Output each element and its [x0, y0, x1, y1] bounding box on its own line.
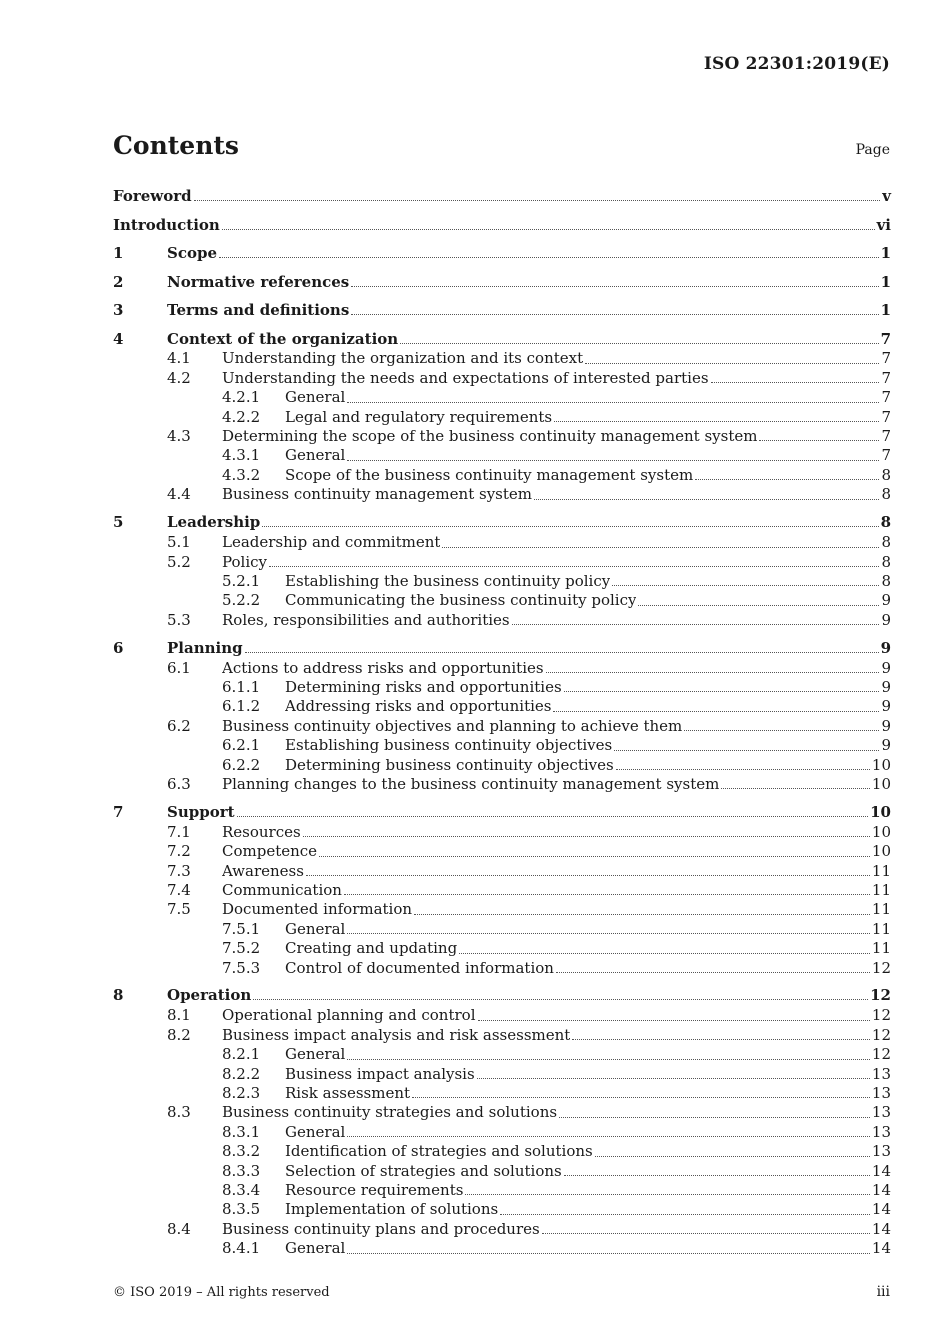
toc-entry[interactable] — [113, 466, 891, 485]
toc-entry-number: 4 — [113, 329, 124, 348]
copyright-notice: © ISO 2019 – All rights reserved — [113, 1285, 330, 1300]
toc-entry[interactable] — [113, 697, 891, 716]
toc-entry-page: 9 — [881, 658, 891, 677]
toc-entry[interactable] — [113, 881, 891, 900]
toc-entry-title: Planning — [167, 638, 243, 657]
toc-entry[interactable] — [113, 1026, 891, 1045]
toc-entry-page: 7 — [881, 368, 891, 387]
dot-leader — [245, 651, 879, 653]
toc-entry-page: 11 — [871, 861, 891, 880]
toc-entry-page: 11 — [871, 919, 891, 938]
toc-entry-title: Normative references — [167, 272, 350, 291]
toc-entry-title: Leadership and commitment — [222, 533, 441, 552]
toc-entry[interactable] — [113, 591, 891, 610]
dot-leader — [595, 1155, 870, 1157]
dot-leader — [347, 1252, 870, 1254]
dot-leader — [612, 584, 879, 586]
dot-leader — [262, 525, 878, 527]
dot-leader — [534, 498, 879, 500]
toc-entry-title: Scope — [167, 244, 218, 262]
toc-entry-title: Determining risks and opportunities — [285, 677, 562, 696]
toc-entry[interactable] — [113, 1239, 891, 1258]
toc-entry-title: Foreword — [113, 187, 192, 205]
dot-leader — [347, 1058, 870, 1060]
toc-entry[interactable] — [113, 823, 891, 842]
toc-entry[interactable] — [113, 533, 891, 552]
toc-entry-page: 11 — [871, 939, 891, 958]
toc-entry-title: Identification of strategies and solutions — [285, 1142, 593, 1161]
dot-leader — [347, 932, 870, 934]
toc-entry-page: 8 — [881, 533, 891, 552]
toc-entry[interactable] — [113, 185, 891, 207]
dot-leader — [269, 565, 879, 567]
dot-leader — [500, 1213, 870, 1215]
toc-entry-page: 11 — [871, 880, 891, 899]
toc-entry-title: Resources — [222, 822, 301, 841]
toc-entry-number: 7.4 — [167, 880, 191, 899]
toc-entry[interactable] — [113, 321, 891, 350]
toc-entry-number: 8.3.4 — [222, 1180, 261, 1199]
toc-entry-title: Business continuity objectives and planning to achieve them — [222, 716, 683, 735]
toc-entry-title: Scope of the business continuity management system — [285, 465, 694, 484]
dot-leader — [219, 256, 879, 258]
toc-entry-number: 4.2 — [167, 368, 191, 387]
toc-entry-number: 2 — [113, 272, 124, 291]
toc-entry-number: 4.3.2 — [222, 465, 261, 484]
toc-entry-page: 7 — [880, 329, 891, 348]
toc-entry[interactable] — [113, 1065, 891, 1084]
toc-entry[interactable] — [113, 736, 891, 755]
toc-entry[interactable] — [113, 717, 891, 736]
dot-leader — [477, 1077, 870, 1079]
toc-entry-number: 7.5.2 — [222, 939, 261, 958]
toc-entry[interactable] — [113, 1006, 891, 1025]
toc-entry-page: 13 — [871, 1103, 891, 1122]
toc-entry[interactable] — [113, 572, 891, 591]
toc-entry-page: 8 — [880, 513, 891, 532]
toc-entry-title: Business impact analysis — [285, 1064, 475, 1083]
dot-leader — [237, 815, 869, 817]
toc-entry[interactable] — [113, 959, 891, 978]
toc-entry-number: 8.3.2 — [222, 1142, 261, 1161]
toc-entry-title: General — [285, 1122, 346, 1141]
dot-leader — [222, 228, 875, 230]
dot-leader — [638, 604, 879, 606]
toc-entry-title: Awareness — [222, 861, 304, 880]
toc-entry-number: 5.1 — [167, 533, 191, 552]
dot-leader — [721, 787, 870, 789]
toc-entry-number: 7.3 — [167, 861, 191, 880]
toc-entry[interactable] — [113, 350, 891, 369]
page-number: iii — [876, 1284, 890, 1300]
toc-entry-number: 6 — [113, 638, 124, 657]
toc-entry-page: 13 — [871, 1083, 891, 1102]
toc-entry-number: 8.2.3 — [222, 1083, 261, 1102]
toc-entry[interactable] — [113, 630, 891, 659]
dot-leader — [585, 362, 879, 364]
dot-leader — [442, 546, 879, 548]
dot-leader — [344, 893, 870, 895]
toc-entry-number: 6.3 — [167, 774, 191, 793]
toc-entry-title: Risk assessment — [285, 1083, 411, 1102]
toc-entry-number: 6.1.1 — [222, 677, 261, 696]
dot-leader — [347, 401, 879, 403]
toc-entry[interactable] — [113, 1103, 891, 1122]
dot-leader — [759, 439, 879, 441]
toc-entry-page: 12 — [871, 1045, 891, 1064]
toc-entry[interactable] — [113, 1181, 891, 1200]
toc-entry-title: Context of the organization — [167, 329, 399, 348]
toc-entry[interactable] — [113, 408, 891, 427]
toc-entry-number: 8.2.2 — [222, 1064, 261, 1083]
standard-id: ISO 22301:2019(E) — [703, 54, 890, 74]
toc-entry-page: 14 — [871, 1239, 891, 1258]
dot-leader — [614, 749, 879, 751]
toc-entry-number: 4.4 — [167, 485, 191, 504]
toc-entry-page: 9 — [881, 736, 891, 755]
dot-leader — [414, 913, 870, 915]
toc-entry-number: 7.5.1 — [222, 919, 261, 938]
toc-entry-number: 8.2 — [167, 1025, 191, 1044]
toc-entry-title: Legal and regulatory requirements — [285, 407, 553, 426]
dot-leader — [546, 671, 880, 673]
toc-entry-page: 10 — [871, 842, 891, 861]
toc-entry-page: 12 — [870, 986, 891, 1005]
toc-entry-number: 8.4.1 — [222, 1239, 261, 1258]
dot-leader — [253, 998, 868, 1000]
toc-entry[interactable] — [113, 1162, 891, 1181]
toc-entry[interactable] — [113, 207, 891, 236]
toc-entry-title: Determining business continuity objectives — [285, 755, 614, 774]
toc-entry-page: 14 — [871, 1219, 891, 1238]
toc-entry-number: 6.1.2 — [222, 697, 261, 716]
toc-entry-number: 5.2 — [167, 552, 191, 571]
toc-entry[interactable] — [113, 794, 891, 823]
dot-leader — [306, 874, 870, 876]
toc-entry[interactable] — [113, 978, 891, 1007]
toc-entry-title: Business continuity strategies and solutions — [222, 1103, 558, 1122]
toc-entry-number: 4.3.1 — [222, 446, 261, 465]
dot-leader — [572, 1038, 870, 1040]
toc-entry-page: 10 — [870, 802, 891, 821]
toc-entry-title: Operation — [167, 986, 252, 1005]
toc-entry-page: v — [882, 187, 891, 205]
toc-entry-title: Control of documented information — [285, 958, 554, 977]
dot-leader — [194, 199, 881, 201]
toc-entry[interactable] — [113, 939, 891, 958]
toc-entry-number: 6.1 — [167, 658, 191, 677]
toc-entry-title: Policy — [222, 552, 267, 571]
toc-entry-number: 7.5 — [167, 900, 191, 919]
toc-entry-title: Planning changes to the business continuity management system — [222, 774, 720, 793]
toc-entry-page: 14 — [871, 1161, 891, 1180]
toc-entry[interactable] — [113, 505, 891, 534]
dot-leader — [478, 1019, 870, 1021]
toc-entry-number: 4.2.1 — [222, 388, 261, 407]
dot-leader — [465, 1193, 869, 1195]
toc-entry[interactable] — [113, 678, 891, 697]
toc-entry[interactable] — [113, 1123, 891, 1142]
toc-entry-page: 8 — [881, 571, 891, 590]
page-column-label: Page — [855, 142, 890, 158]
toc-entry[interactable] — [113, 862, 891, 881]
toc-entry-number: 8.3.5 — [222, 1200, 261, 1219]
toc-entry-title: Determining the scope of the business continuity management system — [222, 427, 758, 446]
toc-entry[interactable] — [113, 369, 891, 388]
toc-entry[interactable] — [113, 264, 891, 293]
dot-leader — [564, 1174, 870, 1176]
toc-entry-number: 8 — [113, 986, 124, 1005]
toc-entry[interactable] — [113, 1084, 891, 1103]
toc-entry-number: 5.3 — [167, 610, 191, 629]
toc-entry-title: Establishing business continuity objectives — [285, 736, 613, 755]
toc-entry-title: Selection of strategies and solutions — [285, 1161, 562, 1180]
toc-entry-title: Business impact analysis and risk assessment — [222, 1025, 571, 1044]
toc-entry-number: 4.1 — [167, 349, 191, 368]
toc-entry-title: Business continuity plans and procedures — [222, 1219, 540, 1238]
toc-entry[interactable] — [113, 485, 891, 504]
toc-entry-title: General — [285, 1239, 346, 1258]
dot-leader — [351, 285, 878, 287]
contents-heading: Contents — [113, 131, 240, 160]
toc-entry-page: 12 — [871, 1006, 891, 1025]
toc-entry-title: Competence — [222, 842, 318, 861]
toc-entry-number: 6.2 — [167, 716, 191, 735]
toc-entry-number: 5.2.1 — [222, 571, 261, 590]
dot-leader — [695, 478, 879, 480]
toc-entry-page: 9 — [880, 638, 891, 657]
toc-entry-page: 9 — [881, 610, 891, 629]
toc-entry-page: 12 — [871, 958, 891, 977]
toc-entry-page: vi — [876, 215, 891, 234]
toc-entry-title: Leadership — [167, 513, 261, 532]
toc-entry-title: General — [285, 1045, 346, 1064]
toc-entry-page: 13 — [871, 1122, 891, 1141]
dot-leader — [319, 855, 870, 857]
toc-entry-page: 9 — [881, 697, 891, 716]
toc-entry-title: Implementation of solutions — [285, 1200, 499, 1219]
table-of-contents — [113, 185, 891, 1259]
toc-entry-title: Terms and definitions — [167, 301, 350, 319]
dot-leader — [554, 420, 879, 422]
toc-entry[interactable] — [113, 553, 891, 572]
toc-entry[interactable] — [113, 842, 891, 861]
dot-leader — [711, 381, 880, 383]
dot-leader — [553, 710, 879, 712]
toc-entry-page: 10 — [871, 755, 891, 774]
toc-entry-page: 9 — [881, 591, 891, 610]
toc-entry-page: 8 — [881, 465, 891, 484]
toc-entry-page: 9 — [881, 716, 891, 735]
toc-entry-number: 7.2 — [167, 842, 191, 861]
toc-entry[interactable] — [113, 775, 891, 794]
toc-entry-number: 8.3.1 — [222, 1122, 261, 1141]
toc-entry[interactable] — [113, 236, 891, 265]
toc-entry-title: Operational planning and control — [222, 1006, 476, 1025]
toc-entry-page: 1 — [880, 244, 891, 262]
toc-entry-page: 8 — [881, 485, 891, 504]
toc-entry-page: 12 — [871, 1025, 891, 1044]
toc-entry-title: Documented information — [222, 900, 413, 919]
toc-entry-number: 3 — [113, 301, 124, 319]
dot-leader — [347, 1135, 870, 1137]
dot-leader — [564, 690, 880, 692]
toc-entry-page: 9 — [881, 677, 891, 696]
toc-entry-page: 7 — [881, 388, 891, 407]
toc-entry-title: Actions to address risks and opportunities — [222, 658, 544, 677]
toc-entry-page: 14 — [871, 1200, 891, 1219]
toc-entry-number: 7.5.3 — [222, 958, 261, 977]
toc-entry[interactable] — [113, 900, 891, 919]
toc-entry-number: 4.3 — [167, 427, 191, 446]
toc-entry-page: 10 — [871, 774, 891, 793]
toc-entry[interactable] — [113, 388, 891, 407]
toc-entry-number: 6.2.2 — [222, 755, 261, 774]
toc-entry-title: Creating and updating — [285, 939, 458, 958]
dot-leader — [684, 729, 879, 731]
toc-entry-number: 6.2.1 — [222, 736, 261, 755]
toc-entry-page: 13 — [871, 1064, 891, 1083]
dot-leader — [542, 1232, 870, 1234]
toc-entry-title: Roles, responsibilities and authorities — [222, 610, 510, 629]
toc-entry-number: 5 — [113, 513, 124, 532]
toc-entry[interactable] — [113, 756, 891, 775]
toc-entry-page: 7 — [881, 446, 891, 465]
toc-entry-title: Support — [167, 802, 235, 821]
toc-entry-title: Addressing risks and opportunities — [285, 697, 552, 716]
toc-entry-number: 8.1 — [167, 1006, 191, 1025]
toc-entry-number: 8.4 — [167, 1219, 191, 1238]
toc-entry[interactable] — [113, 1220, 891, 1239]
dot-leader — [400, 342, 878, 344]
toc-entry-title: Introduction — [113, 215, 220, 234]
dot-leader — [303, 835, 870, 837]
dot-leader — [556, 971, 870, 973]
toc-entry[interactable] — [113, 1045, 891, 1064]
toc-entry-number: 8.3.3 — [222, 1161, 261, 1180]
dot-leader — [347, 459, 879, 461]
toc-entry-number: 8.3 — [167, 1103, 191, 1122]
toc-entry-title: Communication — [222, 880, 342, 899]
toc-entry[interactable] — [113, 293, 891, 322]
toc-entry-title: Business continuity management system — [222, 485, 532, 504]
toc-entry-page: 1 — [880, 272, 891, 291]
toc-entry[interactable] — [113, 611, 891, 630]
toc-entry[interactable] — [113, 920, 891, 939]
toc-entry-title: Communicating the business continuity policy — [285, 591, 637, 610]
toc-entry[interactable] — [113, 659, 891, 678]
toc-entry-number: 7 — [113, 802, 124, 821]
toc-entry-title: General — [285, 919, 346, 938]
toc-entry-title: General — [285, 388, 346, 407]
toc-entry-page: 7 — [881, 427, 891, 446]
toc-entry-page: 13 — [871, 1142, 891, 1161]
toc-entry-number: 4.2.2 — [222, 407, 261, 426]
toc-entry[interactable] — [113, 427, 891, 446]
toc-entry-page: 11 — [871, 900, 891, 919]
toc-entry[interactable] — [113, 1200, 891, 1219]
toc-entry-title: Establishing the business continuity policy — [285, 571, 611, 590]
toc-entry-number: 5.2.2 — [222, 591, 261, 610]
dot-leader — [616, 768, 870, 770]
toc-entry-number: 8.2.1 — [222, 1045, 261, 1064]
toc-entry-title: Understanding the organization and its context — [222, 349, 584, 368]
dot-leader — [351, 313, 878, 315]
dot-leader — [559, 1116, 870, 1118]
toc-entry-title: Resource requirements — [285, 1180, 464, 1199]
toc-entry-number: 1 — [113, 244, 124, 262]
dot-leader — [412, 1096, 870, 1098]
toc-entry-number: 7.1 — [167, 822, 191, 841]
toc-entry-title: General — [285, 446, 346, 465]
toc-entry[interactable] — [113, 1142, 891, 1161]
dot-leader — [512, 623, 880, 625]
toc-entry-page: 14 — [871, 1180, 891, 1199]
dot-leader — [459, 952, 870, 954]
toc-entry-page: 7 — [881, 407, 891, 426]
toc-entry-page: 7 — [881, 349, 891, 368]
toc-entry-page: 10 — [871, 822, 891, 841]
toc-entry-page: 8 — [881, 552, 891, 571]
toc-entry-page: 1 — [880, 301, 891, 319]
toc-entry-title: Understanding the needs and expectations of interested parties — [222, 368, 709, 387]
toc-entry[interactable] — [113, 446, 891, 465]
